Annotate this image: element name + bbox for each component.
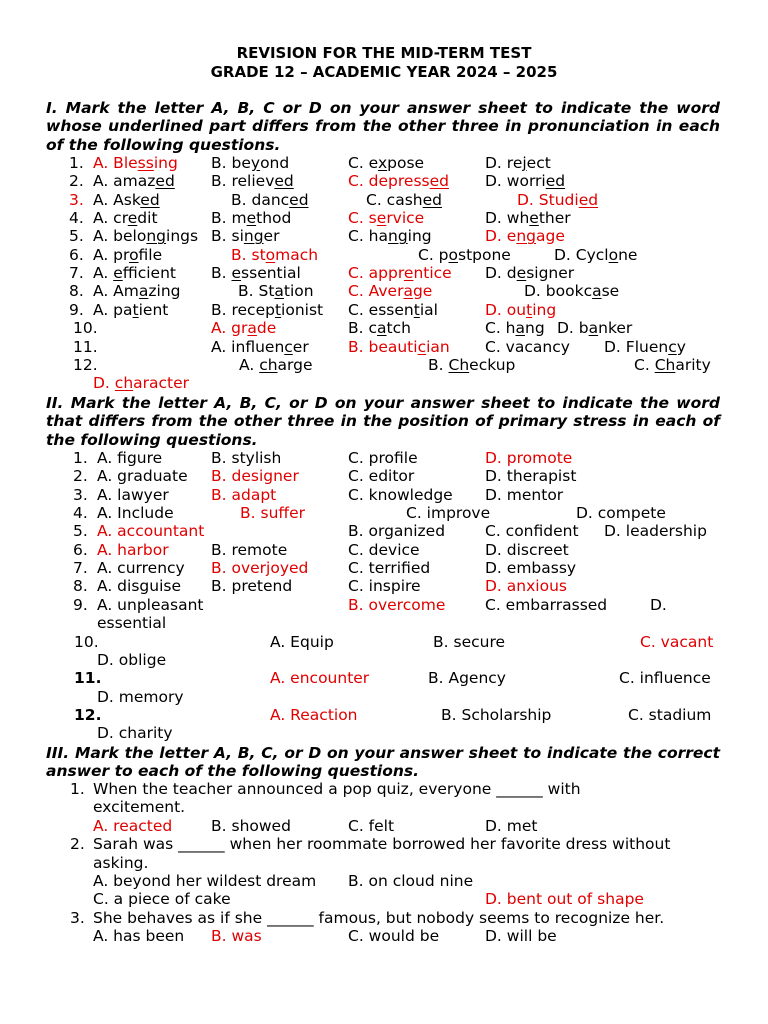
option-b: B. essential bbox=[211, 264, 301, 283]
question-row bbox=[0, 467, 768, 485]
option-a: A. credit bbox=[93, 209, 158, 228]
option-b: B. receptionist bbox=[211, 300, 324, 319]
question-number: 6. bbox=[69, 245, 84, 264]
question-row bbox=[0, 577, 768, 595]
question-row bbox=[0, 209, 768, 227]
question-number: 12. bbox=[74, 706, 102, 725]
option-b: B. on cloud nine bbox=[348, 871, 474, 890]
option-d: D. Fluency bbox=[604, 337, 686, 356]
question-stem-continued: excitement. bbox=[93, 798, 186, 817]
option-d: D. leadership bbox=[604, 522, 707, 541]
question-row bbox=[0, 319, 768, 337]
option-c: C. essential bbox=[348, 300, 438, 319]
question-number: 7. bbox=[73, 559, 88, 578]
option-b: B. Checkup bbox=[428, 355, 516, 374]
option-d-continued: essential bbox=[97, 614, 167, 633]
option-a: A. lawyer bbox=[97, 485, 169, 504]
question-number: 4. bbox=[69, 209, 84, 228]
option-b: B. suffer bbox=[240, 504, 305, 523]
option-d: D. reject bbox=[485, 154, 551, 172]
question-number: 11. bbox=[73, 337, 98, 356]
question-row bbox=[0, 669, 768, 706]
section-3-instruction: III. Mark the letter A, B, C, or D on your answer sheet to indicate the correct answer to each of the following questions. bbox=[46, 744, 720, 781]
option-d: D. embassy bbox=[485, 559, 577, 578]
option-b: B. singer bbox=[211, 227, 280, 246]
option-c: C. service bbox=[348, 209, 425, 228]
option-a: A. reacted bbox=[93, 816, 173, 835]
option-a: A. belongings bbox=[93, 227, 199, 246]
question-number: 2. bbox=[69, 172, 84, 191]
question-number: 2. bbox=[73, 467, 88, 486]
question-row bbox=[0, 282, 768, 300]
question-number: 3. bbox=[70, 908, 85, 927]
option-c: C. confident bbox=[485, 522, 579, 541]
option-a: A. Amazing bbox=[93, 282, 181, 301]
option-a: A. accountant bbox=[97, 522, 205, 541]
question-number: 8. bbox=[69, 282, 84, 301]
option-c: C. embarrassed bbox=[485, 595, 608, 614]
option-c: C. improve bbox=[406, 504, 491, 523]
option-a: A. currency bbox=[97, 559, 185, 578]
question-row bbox=[0, 541, 768, 559]
option-d: D. anxious bbox=[485, 577, 567, 596]
option-d: D. will be bbox=[485, 927, 557, 946]
option-c: C. device bbox=[348, 540, 420, 559]
option-b: B. beautician bbox=[348, 337, 450, 356]
option-b: B. remote bbox=[211, 540, 288, 559]
option-c: C. profile bbox=[348, 449, 418, 467]
option-c: C. postpone bbox=[418, 245, 511, 264]
option-d: D. bbox=[650, 595, 667, 614]
option-d: D. banker bbox=[557, 319, 633, 338]
section-1-instruction: I. Mark the letter A, B, C or D on your answer sheet to indicate the word whose underlined part differs from the other three in pronunciation in each of the following questions. bbox=[46, 99, 720, 154]
question-number: 3. bbox=[69, 190, 84, 209]
question-number: 7. bbox=[69, 264, 84, 283]
question-row bbox=[0, 301, 768, 319]
question-block bbox=[0, 908, 768, 946]
option-d: D. promote bbox=[485, 449, 573, 467]
option-a: A. figure bbox=[97, 449, 163, 467]
question-row bbox=[0, 504, 768, 522]
option-a: A. unpleasant bbox=[97, 595, 204, 614]
option-c: C. depressed bbox=[348, 172, 449, 191]
option-d: D. whether bbox=[485, 209, 571, 228]
question-number: 8. bbox=[73, 577, 88, 596]
option-d: D. worried bbox=[485, 172, 566, 191]
option-d: D. bookcase bbox=[524, 282, 620, 301]
option-b: B. catch bbox=[348, 319, 411, 338]
option-d: D. Cyclone bbox=[554, 245, 638, 264]
option-b: B. organized bbox=[348, 522, 446, 541]
question-row bbox=[0, 449, 768, 467]
option-a: A. Include bbox=[97, 504, 174, 523]
question-block bbox=[0, 835, 768, 909]
question-number: 9. bbox=[69, 300, 84, 319]
option-b: B. was bbox=[211, 927, 262, 946]
option-a: A. harbor bbox=[97, 540, 169, 559]
option-d: D. bent out of shape bbox=[485, 890, 644, 909]
question-row bbox=[0, 154, 768, 172]
option-d: D. charity bbox=[97, 724, 173, 743]
option-a: A. beyond her wildest dream bbox=[93, 871, 317, 890]
question-row bbox=[0, 338, 768, 356]
option-d: D. memory bbox=[97, 687, 184, 706]
option-a: A. efficient bbox=[93, 264, 176, 283]
question-row bbox=[0, 172, 768, 190]
question-stem: She behaves as if she ______ famous, but nobody seems to recognize her. bbox=[93, 908, 665, 927]
option-d: D. character bbox=[93, 374, 190, 393]
option-b: B. showed bbox=[211, 816, 291, 835]
option-c: C. stadium bbox=[628, 706, 712, 725]
option-d: D. oblige bbox=[97, 650, 167, 669]
option-c: C. Charity bbox=[634, 355, 711, 374]
question-row bbox=[0, 486, 768, 504]
option-c: C. a piece of cake bbox=[93, 890, 231, 909]
option-c: C. hang bbox=[485, 319, 545, 338]
question-row bbox=[0, 559, 768, 577]
option-b: B. beyond bbox=[211, 154, 290, 172]
option-a: A. Reaction bbox=[270, 706, 358, 725]
option-c: C. hanging bbox=[348, 227, 432, 246]
question-number: 11. bbox=[74, 669, 102, 688]
option-c: C. expose bbox=[348, 154, 425, 172]
option-c: C. cashed bbox=[366, 190, 442, 209]
question-row bbox=[0, 706, 768, 743]
question-row bbox=[0, 522, 768, 540]
option-d: D. Studied bbox=[517, 190, 599, 209]
question-row bbox=[0, 264, 768, 282]
option-a: A. disguise bbox=[97, 577, 181, 596]
question-number: 12. bbox=[73, 355, 98, 374]
option-b: B. overjoyed bbox=[211, 559, 309, 578]
section-2-instruction: II. Mark the letter A, B, C, or D on your answer sheet to indicate the word that differs from the other three in the position of primary stress in each of the following questions. bbox=[46, 394, 720, 449]
option-c: C. vacancy bbox=[485, 337, 570, 356]
option-c: C. terrified bbox=[348, 559, 431, 578]
question-row bbox=[0, 595, 768, 633]
option-b: B. adapt bbox=[211, 485, 277, 504]
question-number: 1. bbox=[69, 154, 84, 172]
option-a: A. has been bbox=[93, 927, 185, 946]
option-b: B. Station bbox=[238, 282, 314, 301]
option-d: D. outing bbox=[485, 300, 557, 319]
option-b: B. stylish bbox=[211, 449, 282, 467]
option-c: C. Average bbox=[348, 282, 433, 301]
question-number: 1. bbox=[70, 780, 85, 798]
option-c: C. influence bbox=[619, 669, 711, 688]
option-a: A. grade bbox=[211, 319, 277, 338]
option-a: A. Blessing bbox=[93, 154, 178, 172]
option-b: B. Agency bbox=[428, 669, 506, 688]
option-b: B. relieved bbox=[211, 172, 294, 191]
question-number: 10. bbox=[73, 319, 98, 338]
option-c: C. knowledge bbox=[348, 485, 453, 504]
question-number: 2. bbox=[70, 835, 85, 854]
option-c: C. editor bbox=[348, 467, 415, 486]
question-number: 1. bbox=[73, 449, 88, 467]
option-a: A. amazed bbox=[93, 172, 175, 191]
option-d: D. met bbox=[485, 816, 538, 835]
option-c: C. apprentice bbox=[348, 264, 452, 283]
option-d: D. discreet bbox=[485, 540, 569, 559]
option-b: B. danced bbox=[231, 190, 309, 209]
question-row bbox=[0, 191, 768, 209]
option-c: C. would be bbox=[348, 927, 440, 946]
question-stem-continued: asking. bbox=[93, 853, 149, 872]
question-number: 6. bbox=[73, 540, 88, 559]
question-row bbox=[0, 632, 768, 669]
option-c: C. inspire bbox=[348, 577, 421, 596]
option-b: B. designer bbox=[211, 467, 299, 486]
option-a: A. graduate bbox=[97, 467, 188, 486]
option-b: B. secure bbox=[433, 632, 506, 651]
question-row bbox=[0, 246, 768, 264]
option-a: A. influencer bbox=[211, 337, 309, 356]
question-number: 9. bbox=[73, 595, 88, 614]
option-d: D. designer bbox=[485, 264, 575, 283]
option-b: B. Scholarship bbox=[441, 706, 552, 725]
option-a: A. encounter bbox=[270, 669, 370, 688]
question-row bbox=[0, 355, 768, 393]
option-b: B. stomach bbox=[231, 245, 319, 264]
option-a: A. charge bbox=[239, 355, 313, 374]
question-number: 5. bbox=[69, 227, 84, 246]
option-d: D. compete bbox=[576, 504, 666, 523]
option-d: D. therapist bbox=[485, 467, 577, 486]
option-d: D. engage bbox=[485, 227, 565, 246]
question-number: 4. bbox=[73, 504, 88, 523]
document-subtitle: GRADE 12 – ACADEMIC YEAR 2024 – 2025 bbox=[210, 63, 558, 81]
question-row bbox=[0, 227, 768, 245]
option-c: C. felt bbox=[348, 816, 395, 835]
question-block bbox=[0, 780, 768, 835]
option-b: B. method bbox=[211, 209, 292, 228]
option-a: A. patient bbox=[93, 300, 169, 319]
document-title: REVISION FOR THE MID-TERM TEST bbox=[236, 44, 532, 62]
option-b: B. pretend bbox=[211, 577, 293, 596]
question-number: 5. bbox=[73, 522, 88, 541]
option-d: D. mentor bbox=[485, 485, 564, 504]
question-number: 10. bbox=[74, 632, 99, 651]
question-stem: When the teacher announced a pop quiz, everyone ______ with bbox=[93, 780, 581, 798]
option-b: B. overcome bbox=[348, 595, 446, 614]
option-c: C. vacant bbox=[640, 632, 714, 651]
option-a: A. profile bbox=[93, 245, 163, 264]
option-a: A. Asked bbox=[93, 190, 160, 209]
option-a: A. Equip bbox=[270, 632, 334, 651]
question-stem: Sarah was ______ when her roommate borrowed her favorite dress without bbox=[93, 835, 671, 854]
question-number: 3. bbox=[73, 485, 88, 504]
